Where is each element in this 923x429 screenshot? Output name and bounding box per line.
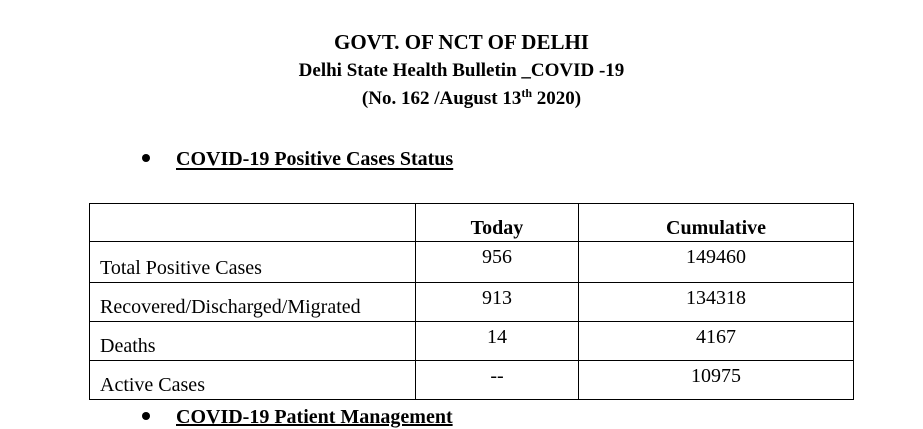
positive-cases-section — [142, 148, 453, 171]
row-label: Total Positive Cases — [90, 242, 416, 283]
section-heading: COVID-19 Patient Management — [176, 406, 453, 428]
cumulative-value: 4167 — [579, 322, 854, 361]
table-row — [90, 283, 854, 322]
today-value: 14 — [416, 322, 579, 361]
cumulative-value: 134318 — [579, 283, 854, 322]
patient-management-section — [142, 406, 453, 429]
table-row — [90, 242, 854, 283]
today-value: -- — [416, 361, 579, 400]
bulletin-number-date — [10, 88, 923, 110]
row-label: Deaths — [90, 322, 416, 361]
bullet-icon — [142, 154, 150, 162]
header-cumulative: Cumulative — [579, 204, 854, 242]
bulletin-subtitle: Delhi State Health Bulletin _COVID -19 — [298, 60, 625, 81]
row-label: Active Cases — [90, 361, 416, 400]
bulletin-number-date-prefix: (No. 162 /August 13 — [361, 88, 522, 109]
table-row — [90, 361, 854, 400]
bullet-icon — [142, 412, 150, 420]
bulletin-org-title: GOVT. OF NCT OF DELHI — [334, 30, 589, 54]
positive-cases-table — [89, 203, 854, 400]
table-header-row — [90, 204, 854, 242]
header-today: Today — [416, 204, 579, 242]
today-value: 956 — [416, 242, 579, 283]
bulletin-number-date-suffix: 2020) — [532, 88, 582, 109]
today-value: 913 — [416, 283, 579, 322]
date-ordinal-suffix: th — [521, 86, 532, 100]
cumulative-value: 149460 — [579, 242, 854, 283]
row-label: Recovered/Discharged/Migrated — [90, 283, 416, 322]
cumulative-value: 10975 — [579, 361, 854, 400]
header-blank-cell — [90, 204, 416, 242]
table-row — [90, 322, 854, 361]
section-heading: COVID-19 Positive Cases Status — [176, 148, 454, 170]
